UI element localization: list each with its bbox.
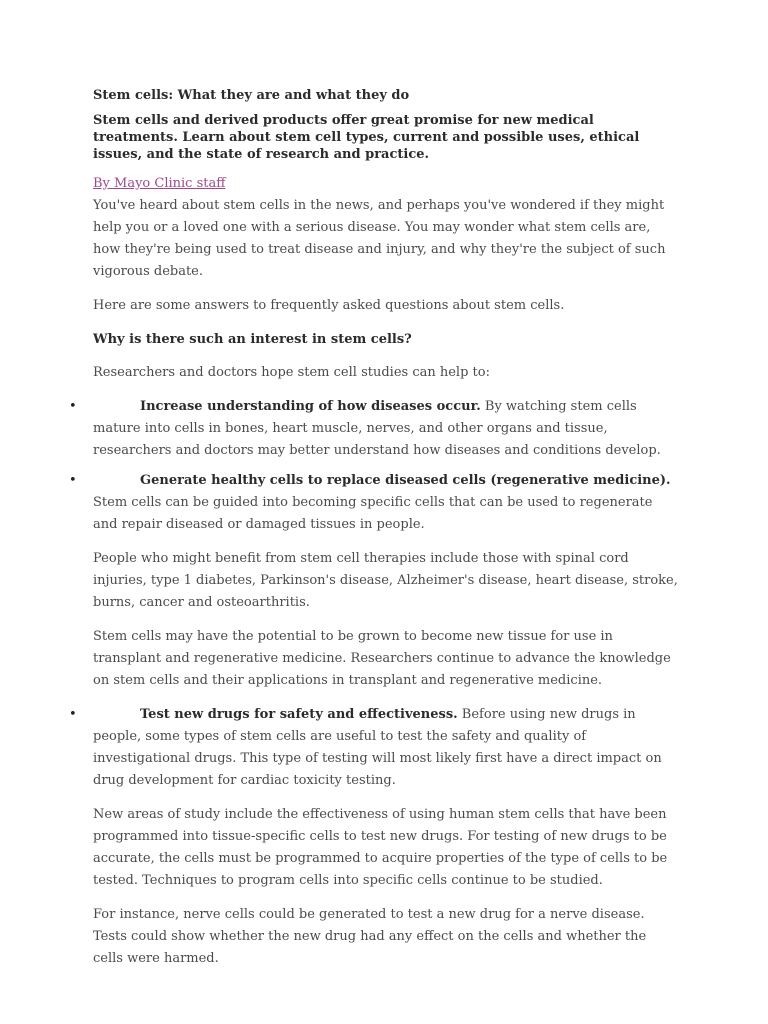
faq-intro-paragraph: Here are some answers to frequently asked questions about stem cells.: [93, 298, 565, 313]
list-item-heading: Test new drugs for safety and effectiveness.: [140, 707, 458, 722]
intro-paragraph: You've heard about stem cells in the news, and perhaps you've wondered if they might help you or a loved one with a serious disease. You may wonder what stem cells are, how they're being used to treat disease and injury, and why they're the subject of such vigorous debate.: [93, 198, 666, 279]
lead-paragraph: Researchers and doctors hope stem cell studies can help to:: [93, 365, 490, 380]
list-item-text: By watching stem cells mature into cells in bones, heart muscle, nerves, and other organs and tissue, researchers and doctors may better understand how diseases and conditions develop.: [93, 399, 661, 458]
question-heading: Why is there such an interest in stem cells?: [93, 332, 412, 347]
benefit-list: [69, 396, 678, 536]
regen-paragraph-1: People who might benefit from stem cell therapies include those with spinal cord injuries, type 1 diabetes, Parkinson's disease, Alzheimer's disease, heart disease, stroke, burns, cancer and osteoarthritis.: [93, 551, 678, 610]
list-item-text: Stem cells can be guided into becoming specific cells that can be used to regenerate and repair diseased or damaged tissues in people.: [93, 495, 653, 532]
list-item: [69, 396, 678, 462]
bullet-icon: •: [69, 707, 77, 722]
bullet-icon: •: [69, 473, 77, 488]
list-item-heading: Generate healthy cells to replace diseased cells (regenerative medicine).: [140, 473, 671, 488]
drugs-paragraph-1: New areas of study include the effectiveness of using human stem cells that have been programmed into tissue-specific cells to test new drugs. For testing of new drugs to be accurate, the cells must be programmed to acquire properties of the type of cells to be tested. Techniques to program cells into specific cells continue to be studied.: [93, 807, 668, 888]
list-item: [69, 704, 678, 792]
list-item-heading: Increase understanding of how diseases occur.: [140, 399, 481, 414]
byline-link[interactable]: By Mayo Clinic staff: [93, 176, 226, 191]
regen-paragraph-2: Stem cells may have the potential to be grown to become new tissue for use in transplant and regenerative medicine. Researchers continue to advance the knowledge on stem cells and their applications in transplant and regenerative medicine.: [93, 629, 671, 688]
list-item: [69, 470, 678, 536]
drugs-paragraph-2: For instance, nerve cells could be generated to test a new drug for a nerve disease. Tests could show whether the new drug had any effect on the cells and whether the cells were harmed.: [93, 907, 647, 966]
benefit-list-continued: [69, 704, 678, 792]
document-page: [69, 86, 678, 982]
article-title: Stem cells: What they are and what they do: [93, 88, 410, 103]
bullet-icon: •: [69, 399, 77, 414]
article-subtitle: Stem cells and derived products offer great promise for new medical treatments. Learn about stem cell types, current and possible uses, ethical issues, and the state of research and practice.: [93, 113, 640, 162]
list-item-text: Before using new drugs in people, some types of stem cells are useful to test the safety and quality of investigational drugs. This type of testing will most likely first have a direct impact on drug development for cardiac toxicity testing.: [93, 707, 662, 788]
